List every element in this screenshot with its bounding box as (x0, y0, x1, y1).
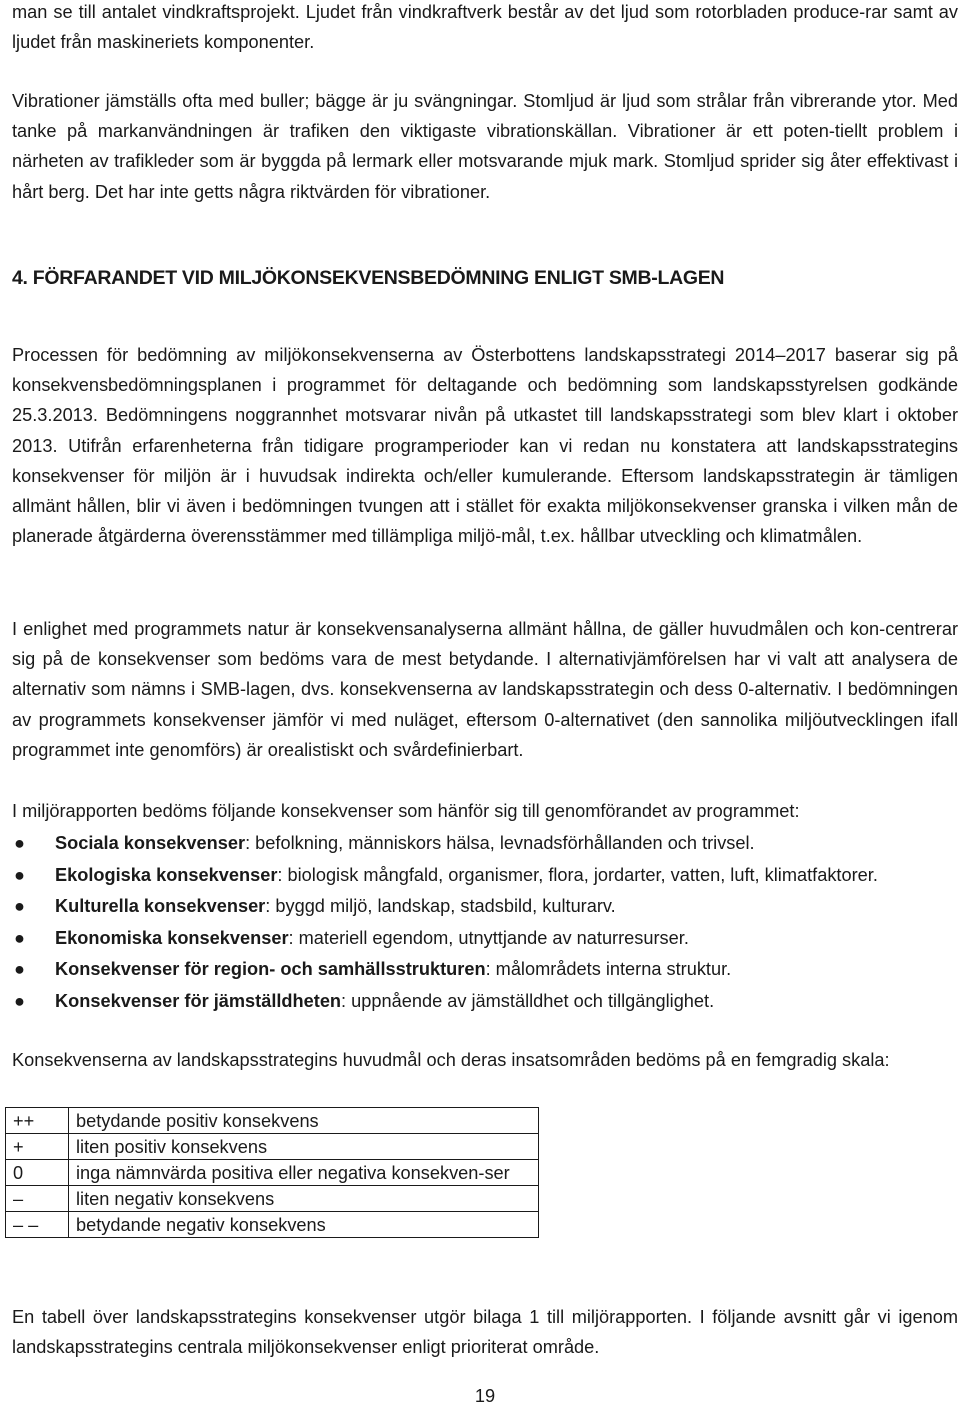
bullet-icon: ● (14, 990, 25, 1011)
bullet-icon: ● (14, 927, 25, 948)
vibration-paragraph: Vibrationer jämställs ofta med buller; bägge är ju svängningar. Stomljud är ljud som strålar från vibrerande ytor. Med tanke på markanvändningen är trafiken den viktigaste vibrationskällan. Vibrationer är ett poten-tiellt problem i närheten av trafikleder som är byggda på lermark eller motsvarande mjuk mark. Stomljud sprider sig åter effektivast i hårt berg. Det har inte getts några riktvärden för vibrationer. (12, 91, 958, 202)
list-item-text: : uppnående av jämställdhet och tillgänglighet. (341, 990, 715, 1011)
list-item (12, 923, 958, 955)
list-item (12, 891, 958, 923)
list-item-term: Konsekvenser för jämställdheten (55, 990, 342, 1011)
table-row (6, 1160, 539, 1186)
scale-symbol: 0 (6, 1160, 69, 1186)
scale-symbol: ‒ ‒ (6, 1212, 69, 1238)
bullet-icon: ● (14, 864, 25, 885)
list-item-text: : målområdets interna struktur. (485, 959, 732, 980)
analysis-paragraph: I enlighet med programmets natur är konsekvensanalyserna allmänt hållna, de gäller huvudmålen och kon-centrerar sig på de konsekvenser som bedöms vara de mest betydande. I alternativjämförelsen har vi valt att analysera de alternativ som nämns i SMB-lagen, dvs. konsekvenserna av landskapsstrategin och dess 0-alternativ. I bedömningen av programmets konsekvenser jämför vi med nuläget, eftersom 0-alternativet (den sannolika miljöutvecklingen ifall programmet inte genomförs) är orealistiskt och svårdefinierbart. (12, 619, 958, 760)
list-item (12, 986, 958, 1018)
closing-paragraph: En tabell över landskapsstrategins konsekvenser utgör bilaga 1 till miljörapporten. I följande avsnitt går vi igenom landskapsstrategins centrala miljökonsekvenser enligt prioriterat område. (12, 1307, 958, 1358)
section-heading: 4. FÖRFARANDET VID MILJÖKONSEKVENSBEDÖMNING ENLIGT SMB-LAGEN (12, 267, 725, 289)
scale-label: betydande positiv konsekvens (69, 1108, 539, 1134)
list-item (12, 860, 958, 892)
list-item-term: Sociala konsekvenser (55, 833, 246, 853)
table-row (6, 1212, 539, 1238)
process-paragraph: Processen för bedömning av miljökonsekvenserna av Österbottens landskapsstrategi 2014‒2017 baserar sig på konsekvensbedömningsplanen i programmet för deltagande och bedömning som landskapsstyrelsen godkände 25.3.2013. Bedömningens noggrannhet motsvarar nivån på utkastet till landskapsstrategi som blev klart i oktober 2013. Utifrån erfarenheterna från tidigare programperioder kan vi redan nu konstatera att landskapsstrategins konsekvenser för miljön är i huvudsak indirekta och/eller kumulerande. Eftersom landskapsstrategin är tämligen allmänt hållen, blir vi även i bedömningen tvungen att i stället för exakta miljökonsekvenser granska i vilken mån de planerade åtgärderna överensstämmer med tillämpliga miljö-mål, t.ex. hållbar utveckling och klimatmålen. (12, 345, 958, 547)
scale-symbol: ‒ (6, 1186, 69, 1212)
scale-label: liten positiv konsekvens (69, 1134, 539, 1160)
scale-intro-paragraph: Konsekvenserna av landskapsstrategins huvudmål och deras insatsområden bedöms på en femgradig skala: (12, 1050, 890, 1070)
list-item-term: Kulturella konsekvenser (55, 896, 266, 917)
consequences-intro-paragraph: I miljörapporten bedöms följande konsekvenser som hänför sig till genomförandet av programmet: (12, 801, 800, 821)
page-number: 19 (474, 1386, 496, 1406)
scale-label: liten negativ konsekvens (69, 1186, 539, 1212)
list-item-text: : befolkning, människors hälsa, levnadsförhållanden och trivsel. (245, 833, 755, 853)
list-item (12, 954, 958, 986)
table-row (6, 1186, 539, 1212)
list-item (12, 828, 958, 860)
table-row (6, 1108, 539, 1134)
list-item-text: : byggd miljö, landskap, stadsbild, kulturarv. (265, 896, 616, 917)
scale-label: betydande negativ konsekvens (69, 1212, 539, 1238)
scale-table (5, 1107, 539, 1238)
scale-symbol: ++ (6, 1108, 69, 1134)
scale-symbol: + (6, 1134, 69, 1160)
list-item-term: Ekonomiska konsekvenser (55, 927, 289, 948)
consequence-list (12, 828, 958, 1018)
intro-paragraph: man se till antalet vindkraftsprojekt. Ljudet från vindkraftverk består av det ljud som rotorbladen produce-rar samt av ljudet från maskineriets komponenter. (12, 2, 958, 53)
bullet-icon: ● (14, 959, 25, 980)
bullet-icon: ● (14, 833, 25, 853)
scale-label: inga nämnvärda positiva eller negativa konsekven-ser (69, 1160, 539, 1186)
list-item-text: : materiell egendom, utnyttjande av naturresurser. (288, 927, 689, 948)
table-row (6, 1134, 539, 1160)
list-item-term: Konsekvenser för region- och samhällsstrukturen (55, 959, 486, 980)
list-item-term: Ekologiska konsekvenser (55, 864, 278, 885)
list-item-text: : biologisk mångfald, organismer, flora, jordarter, vatten, luft, klimatfaktorer. (277, 864, 878, 885)
bullet-icon: ● (14, 896, 25, 917)
